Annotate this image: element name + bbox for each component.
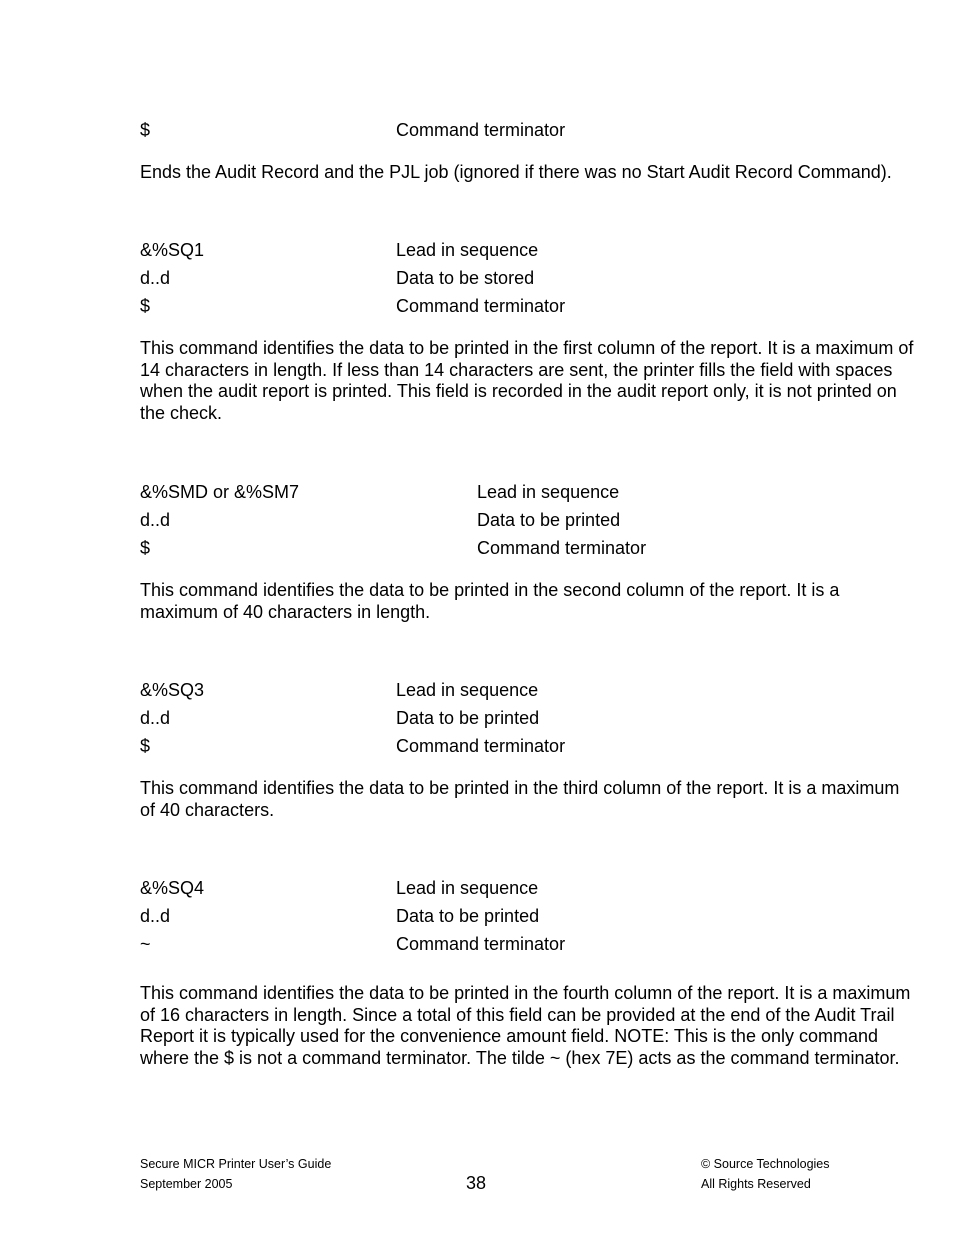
command-code: $ (140, 538, 151, 558)
footer-guide-title: Secure MICR Printer User’s Guide (140, 1157, 332, 1171)
command-code: &%SQ3 (140, 680, 205, 700)
command-description: Lead in sequence (396, 878, 539, 898)
command-description: Command terminator (477, 538, 647, 558)
command-code: $ (140, 736, 151, 756)
description-paragraph: This command identifies the data to be printed in the third column of the report. It is a maximum of 40 characters. (140, 778, 900, 820)
command-code: ~ (140, 934, 151, 954)
command-code: &%SQ1 (140, 240, 205, 260)
command-description: Data to be printed (396, 708, 540, 728)
footer-copyright: © Source Technologies (701, 1157, 830, 1171)
command-description: Data to be printed (477, 510, 621, 530)
command-code: d..d (140, 510, 171, 530)
description-paragraph: Ends the Audit Record and the PJL job (ignored if there was no Start Audit Record Command). (140, 162, 892, 182)
command-code: &%SQ4 (140, 878, 205, 898)
command-code: d..d (140, 708, 171, 728)
command-code: $ (140, 120, 151, 140)
command-description: Lead in sequence (396, 240, 539, 260)
page-number: 38 (466, 1173, 487, 1193)
command-description: Command terminator (396, 296, 566, 316)
command-description: Data to be stored (396, 268, 535, 288)
command-code: d..d (140, 906, 171, 926)
footer-date: September 2005 (140, 1177, 233, 1191)
footer-rights: All Rights Reserved (701, 1177, 811, 1191)
command-code: d..d (140, 268, 171, 288)
command-description: Command terminator (396, 934, 566, 954)
description-paragraph: This command identifies the data to be printed in the first column of the report. It is a maximum of 14 characters in length. If less than 14 characters are sent, the printer fills the field with spaces when the audit report is printed. This field is recorded in the audit report only, it is not printed on the check. (140, 338, 914, 423)
description-paragraph: This command identifies the data to be printed in the second column of the report. It is a maximum of 40 characters in length. (140, 580, 840, 622)
description-paragraph: This command identifies the data to be printed in the fourth column of the report. It is a maximum of 16 characters in length. Since a total of this field can be provided at the end of the Audit Trail Report it is typically used for the convenience amount field. NOTE: This is the only command where the $ is not a command terminator. The tilde ~ (hex 7E) acts as the command terminator. (140, 983, 911, 1068)
command-description: Command terminator (396, 120, 566, 140)
command-code: &%SMD or &%SM7 (140, 482, 300, 502)
command-description: Data to be printed (396, 906, 540, 926)
command-description: Command terminator (396, 736, 566, 756)
command-description: Lead in sequence (477, 482, 620, 502)
command-description: Lead in sequence (396, 680, 539, 700)
command-code: $ (140, 296, 151, 316)
